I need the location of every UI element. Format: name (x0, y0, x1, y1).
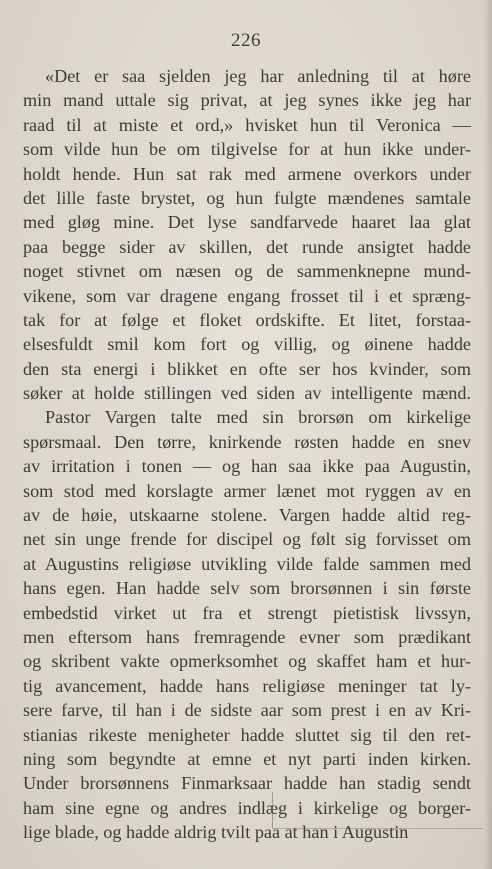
text-line-16: spørsmaal. Den tørre, knirkende røsten hadde en snev (23, 431, 471, 452)
page-number: 226 (231, 30, 261, 51)
text-line-27: sere farve, til han i de sidste aar som prest i en av Kri- (23, 700, 471, 721)
text-line-10: vikene, som var dragene engang frosset til i et spræng- (23, 285, 471, 306)
body-text (23, 64, 471, 845)
text-line-17: av irritation i tonen — og han saa ikke paa Augustin, (23, 456, 471, 477)
text-line-19: av de høie, utskaarne stolene. Vargen hadde altid reg- (23, 505, 471, 526)
text-line-25: og skribent vakte opmerksomhet og skaffet ham et hur- (23, 651, 471, 672)
text-line-4: som vilde hun be om tilgivelse for at hun ikke under- (23, 139, 471, 160)
text-line-23: embedstid virket ut fra et strengt pietistisk livssyn, (23, 602, 471, 623)
text-line-26: tig avancement, hadde hans religiøse meninger tat ly- (23, 675, 471, 696)
text-line-29: ning som begyndte at emne et nyt parti inden kirken. (23, 748, 471, 769)
text-line-31: ham sine egne og andres indlæg i kirkelige og borger- (23, 797, 471, 818)
text-line-7: med gløg mine. Det lyse sandfarvede haaret laa glat (23, 212, 471, 233)
text-line-13: den sta energi i blikket en ofte ser hos kvinder, som (23, 358, 471, 379)
text-line-5: holdt hende. Hun sat rak med armene overkors under (23, 163, 471, 184)
text-line-11: tak for at følge et floket ordskifte. Et litet, forstaa- (23, 309, 471, 330)
text-line-14: søker at holde stillingen ved siden av intelligente mænd. (23, 383, 471, 404)
text-line-20: net sin unge frende for discipel og følt sig forvisset om (23, 529, 471, 550)
text-line-28: stianias rikeste menigheter hadde sluttet sig til den ret- (23, 724, 471, 745)
text-line-2: min mand uttale sig privat, at jeg synes ikke jeg har (23, 90, 471, 111)
text-line-12: elsesfuldt smil kom fort og villig, og øinene hadde (23, 334, 471, 355)
page-edge-shadow (484, 0, 492, 869)
text-line-24: men eftersom hans fremragende evner som prædikant (23, 626, 471, 647)
text-line-18: som stod med korslagte armer lænet mot ryggen av en (23, 480, 471, 501)
text-line-1: «Det er saa sjelden jeg har anledning til at høre (45, 66, 471, 86)
text-line-32: lige blade, og hadde aldrig tvilt paa at han i Augustin (23, 822, 409, 843)
text-line-22: hans egen. Han hadde selv som brorsønnen i sin første (23, 578, 471, 599)
page-fold-mark (272, 792, 483, 829)
text-line-9: noget stivnet om næsen og de sammenknepne mund- (23, 261, 471, 282)
text-line-8: paa begge sider av skillen, det runde ansigtet hadde (23, 236, 471, 257)
text-line-30: Under brorsønnens Finmarksaar hadde han stadig sendt (23, 773, 471, 794)
text-line-21: at Augustins religiøse utvikling vilde falde sammen med (23, 553, 471, 574)
text-line-15: Pastor Vargen talte med sin brorsøn om kirkelige (45, 407, 471, 428)
text-line-6: det lille faste brystet, og hun fulgte mændenes samtale (23, 187, 471, 208)
text-line-3: raad til at miste et ord,» hvisket hun til Veronica — (23, 114, 471, 135)
